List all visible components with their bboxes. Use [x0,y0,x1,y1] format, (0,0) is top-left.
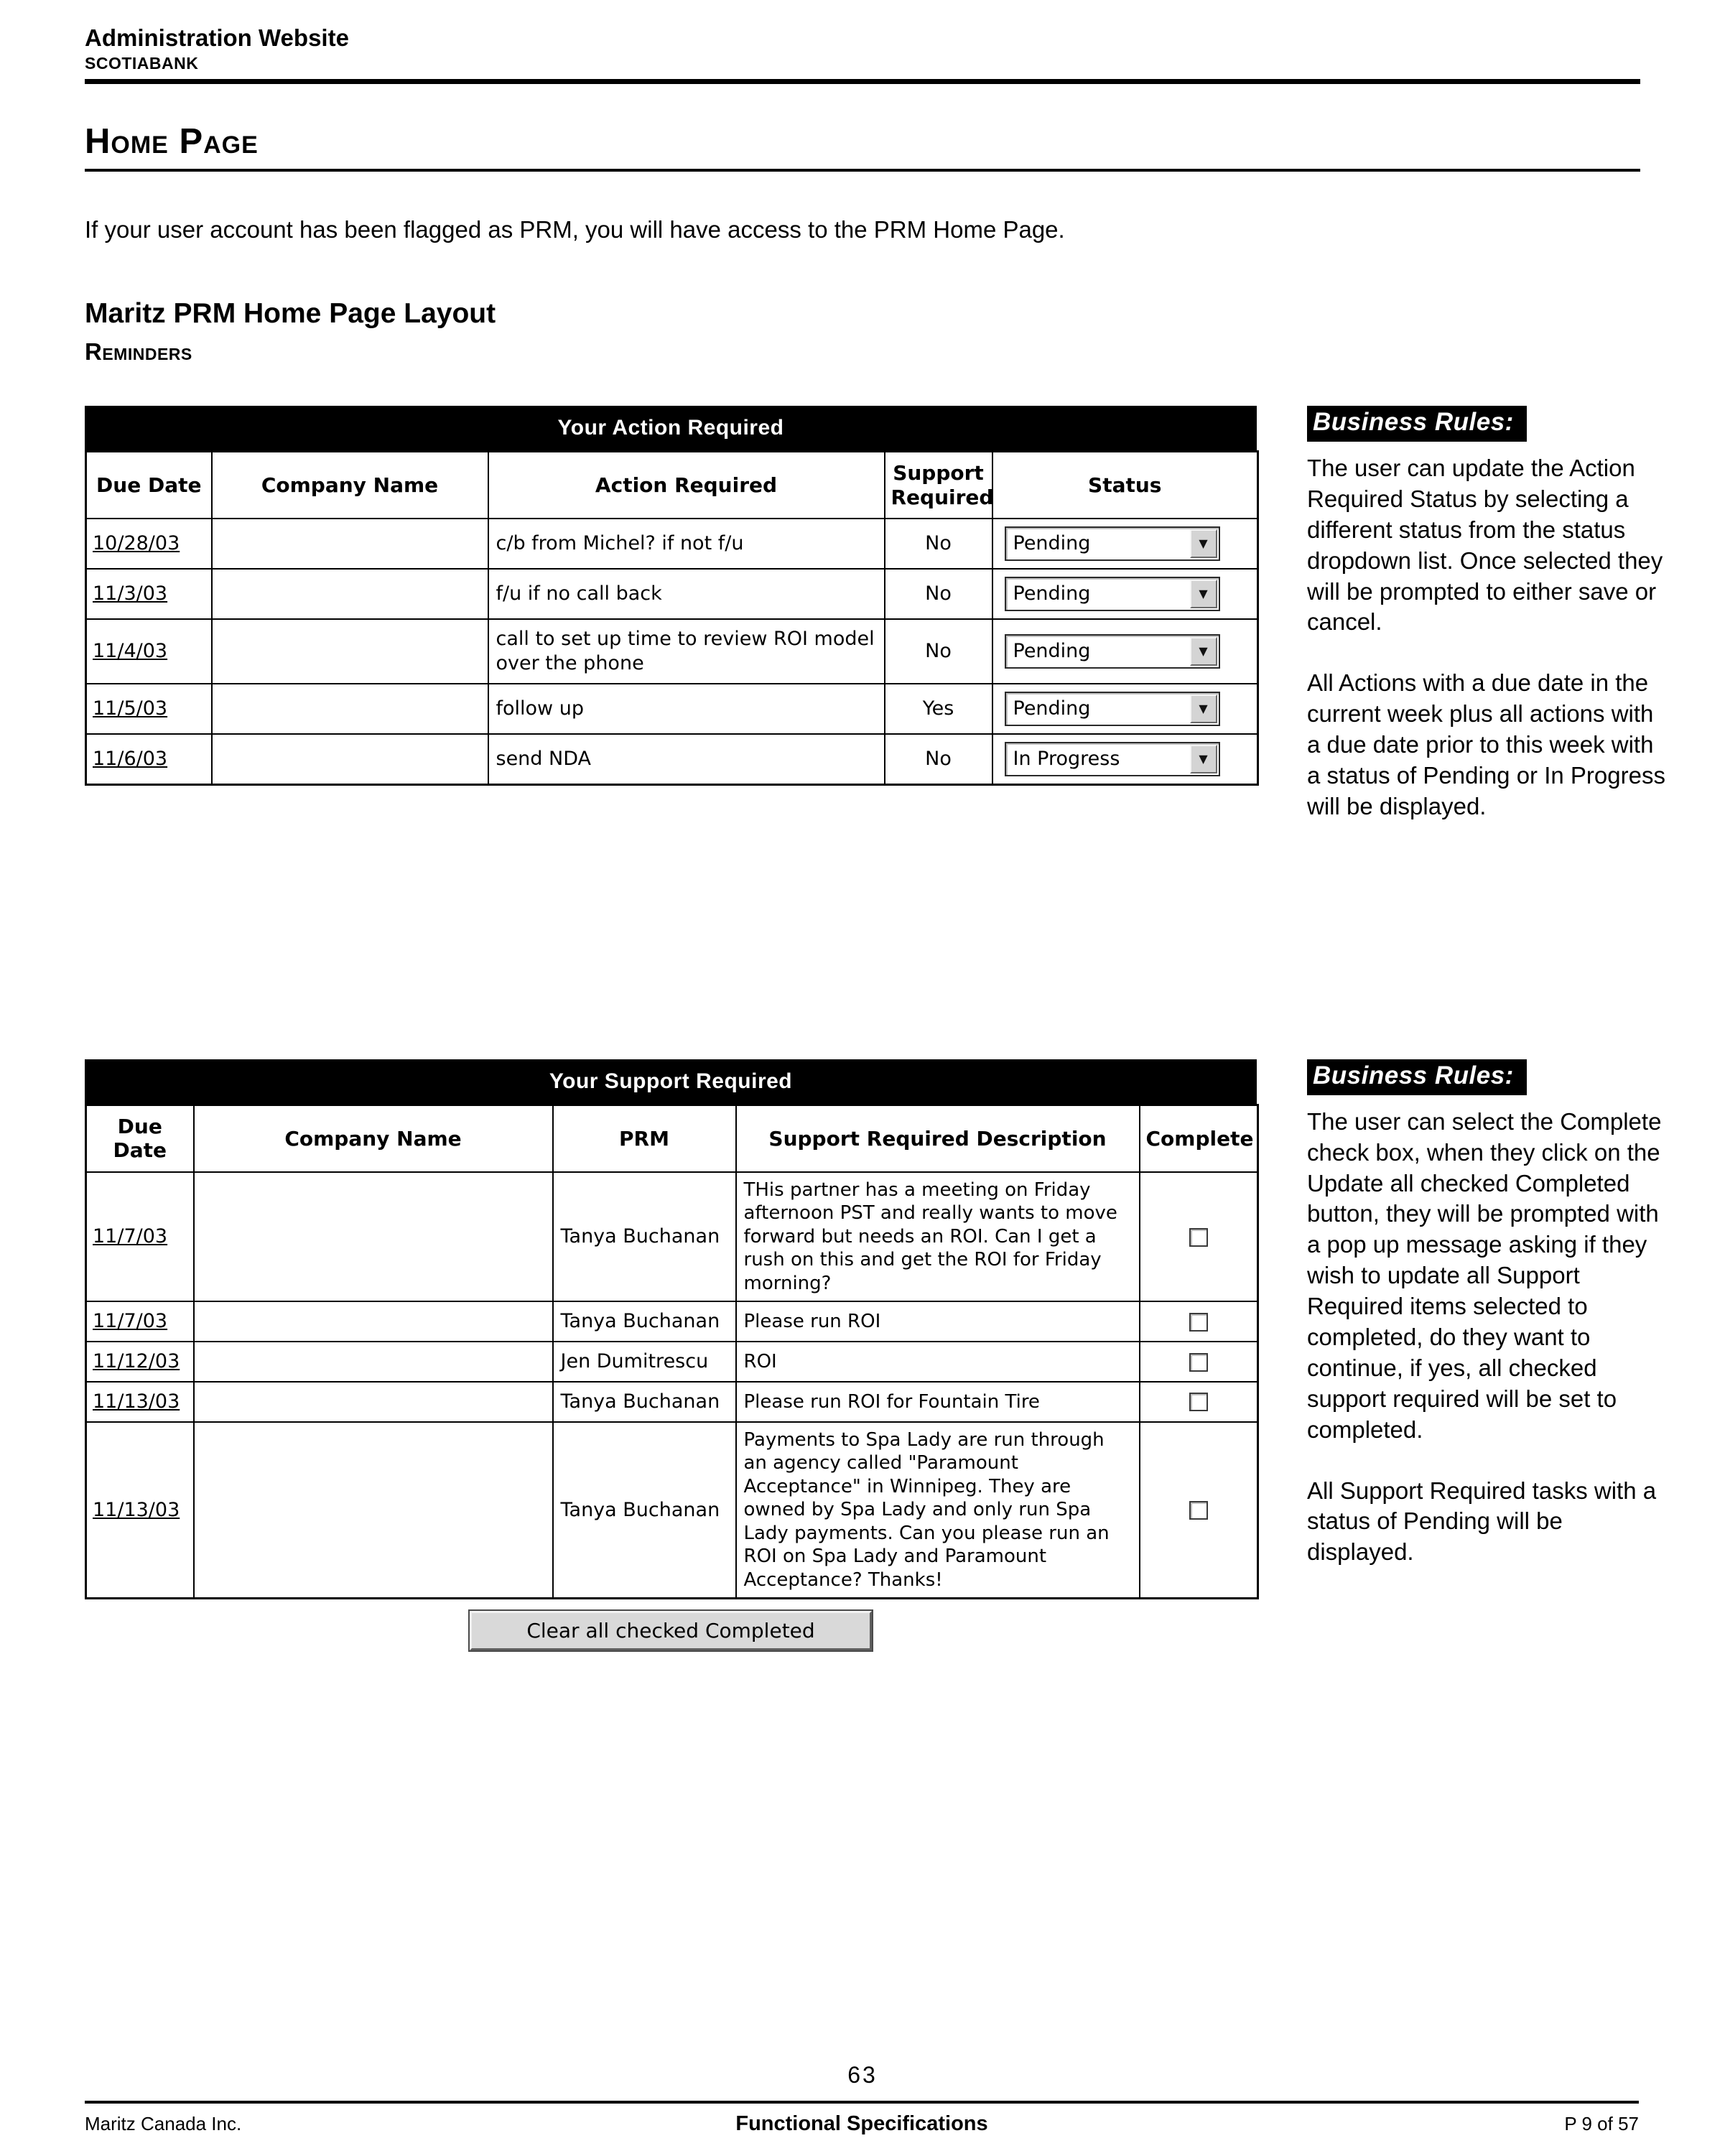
company-cell [212,684,488,734]
complete-checkbox[interactable] [1189,1353,1208,1372]
business-rules-panel-support [1307,1059,1670,1568]
due-date-link[interactable]: 11/7/03 [93,1310,168,1333]
col-header-complete: Complete [1140,1105,1258,1172]
due-date-cell [86,1172,194,1302]
business-rules-text: The user can update the Action Required Status by selecting a different status from the status dropdown list. Once selected they will be prompted to either save or cancel. [1307,455,1663,636]
company-cell [194,1342,553,1382]
prm-cell: Tanya Buchanan [553,1172,736,1302]
status-dropdown-value: Pending [1013,640,1091,663]
complete-checkbox[interactable] [1189,1393,1208,1411]
due-date-link[interactable]: 11/13/03 [93,1390,180,1413]
support-required-cell: No [885,519,992,569]
company-cell [194,1172,553,1302]
prm-cell: Tanya Buchanan [553,1301,736,1342]
support-table-row [86,1422,1258,1599]
company-cell [194,1422,553,1599]
due-date-link[interactable]: 10/28/03 [93,532,180,555]
due-date-link[interactable]: 11/6/03 [93,747,168,770]
support-required-cell: Yes [885,684,992,734]
action-required-cell: follow up [488,684,885,734]
doc-header [85,24,1640,84]
status-cell [992,519,1258,569]
due-date-link[interactable]: 11/5/03 [93,697,168,720]
complete-cell [1140,1172,1258,1302]
support-table-row [86,1172,1258,1302]
support-table-row [86,1342,1258,1382]
prm-cell: Jen Dumitrescu [553,1342,736,1382]
action-required-cell: call to set up time to review ROI model over the phone [488,619,885,684]
support-description-cell: Payments to Spa Lady are run through an agency called "Paramount Acceptance" in Winnipeg. They are owned by Spa Lady and only run Spa Lady payments. Can you please run an ROI on Spa Lady and Paramount Acceptance? Thanks! [736,1422,1140,1599]
status-dropdown-value: In Progress [1013,747,1120,770]
col-header-support-required: Support Required [885,452,992,519]
due-date-link[interactable]: 11/13/03 [93,1498,180,1521]
company-cell [212,569,488,619]
due-date-link[interactable]: 11/3/03 [93,582,168,605]
due-date-link[interactable]: 11/12/03 [93,1350,180,1373]
prm-cell: Tanya Buchanan [553,1382,736,1422]
due-date-cell [86,684,212,734]
due-date-cell [86,1342,194,1382]
page-number: 63 [847,2062,878,2088]
business-rules-panel-action [1307,406,1670,822]
company-cell [212,619,488,684]
support-table-row [86,1301,1258,1342]
col-header-due-date: Due Date [86,452,212,519]
support-description-cell: THis partner has a meeting on Friday afternoon PST and really wants to move forward but needs an ROI. Can I get a rush on this and get the ROI for Friday morning? [736,1172,1140,1302]
complete-cell [1140,1382,1258,1422]
action-required-cell: c/b from Michel? if not f/u [488,519,885,569]
due-date-cell [86,1422,194,1599]
footer-company: Maritz Canada Inc. [85,2113,242,2134]
status-dropdown[interactable] [1005,692,1220,726]
support-required-table [85,1059,1257,1650]
status-dropdown-value: Pending [1013,582,1091,605]
support-table-header-row [86,1105,1258,1172]
status-cell [992,619,1258,684]
col-header-company-name: Company Name [212,452,488,519]
section-title: Maritz PRM Home Page Layout [85,298,496,329]
status-dropdown[interactable] [1005,526,1220,561]
support-required-cell: No [885,569,992,619]
support-table-title: Your Support Required [85,1059,1257,1104]
due-date-cell [86,1301,194,1342]
header-rule [85,79,1640,84]
complete-checkbox[interactable] [1189,1228,1208,1247]
status-dropdown-value: Pending [1013,532,1091,555]
doc-header-org: SCOTIABANK [85,54,199,73]
col-header-action-required: Action Required [488,452,885,519]
business-rules-text: All Support Required tasks with a status of Pending will be displayed. [1307,1477,1657,1566]
chevron-down-icon[interactable]: ▼ [1190,580,1217,608]
due-date-cell [86,734,212,785]
action-required-table [85,406,1257,786]
page-title: Home Page [85,122,259,161]
status-dropdown[interactable] [1005,577,1220,611]
clear-all-checked-completed-button[interactable]: Clear all checked Completed [470,1611,872,1650]
footer-page-ref: P 9 of 57 [1564,2113,1639,2134]
status-dropdown-value: Pending [1013,697,1091,720]
support-description-cell: Please run ROI for Fountain Tire [736,1382,1140,1422]
complete-checkbox[interactable] [1189,1313,1208,1332]
support-description-cell: ROI [736,1342,1140,1382]
action-required-cell: send NDA [488,734,885,785]
doc-footer [85,2101,1639,2136]
due-date-link[interactable]: 11/7/03 [93,1225,168,1248]
col-header-support-description: Support Required Description [736,1105,1140,1172]
page-title-rule [85,169,1640,172]
due-date-cell [86,619,212,684]
business-rules-text: All Actions with a due date in the current week plus all actions with a due date prior to this week with a status of Pending or In Progress will be displayed. [1307,669,1665,819]
due-date-cell [86,519,212,569]
complete-cell [1140,1301,1258,1342]
action-table-row [86,519,1258,569]
action-table-header-row [86,452,1258,519]
company-cell [212,519,488,569]
action-required-section [85,406,1665,822]
status-cell [992,569,1258,619]
company-cell [212,734,488,785]
due-date-cell [86,569,212,619]
col-header-company-name: Company Name [194,1105,553,1172]
action-table-title: Your Action Required [85,406,1257,450]
status-cell [992,734,1258,785]
col-header-due-date: Due Date [86,1105,194,1172]
business-rules-header: Business Rules: [1307,406,1527,442]
action-table-row [86,569,1258,619]
due-date-link[interactable]: 11/4/03 [93,640,168,663]
chevron-down-icon[interactable]: ▼ [1190,694,1217,723]
action-table-row [86,684,1258,734]
complete-cell [1140,1342,1258,1382]
chevron-down-icon[interactable]: ▼ [1190,745,1217,773]
col-header-status: Status [992,452,1258,519]
status-dropdown[interactable] [1005,634,1220,669]
action-required-cell: f/u if no call back [488,569,885,619]
business-rules-header: Business Rules: [1307,1059,1527,1095]
chevron-down-icon[interactable]: ▼ [1190,637,1217,666]
support-required-section [85,1059,1662,1650]
intro-text: If your user account has been flagged as PRM, you will have access to the PRM Home Page. [85,216,1065,243]
support-required-cell: No [885,734,992,785]
chevron-down-icon[interactable]: ▼ [1190,529,1217,558]
complete-checkbox[interactable] [1189,1501,1208,1520]
support-table-row [86,1382,1258,1422]
action-table-row [86,619,1258,684]
support-required-cell: No [885,619,992,684]
status-dropdown[interactable] [1005,742,1220,776]
prm-cell: Tanya Buchanan [553,1422,736,1599]
status-cell [992,684,1258,734]
footer-doc-type: Functional Specifications [735,2112,988,2135]
doc-header-title: Administration Website [85,24,349,51]
subsection-title: Reminders [85,338,192,365]
complete-cell [1140,1422,1258,1599]
support-description-cell: Please run ROI [736,1301,1140,1342]
action-table-row [86,734,1258,785]
due-date-cell [86,1382,194,1422]
company-cell [194,1301,553,1342]
button-row [85,1611,1257,1650]
company-cell [194,1382,553,1422]
col-header-prm: PRM [553,1105,736,1172]
business-rules-text: The user can select the Complete check box, when they click on the Update all checked Completed button, they will be prompted with a pop up message asking if they wish to update all Support Required items selected to completed, do they want to continue, if yes, all checked support required will be set to completed. [1307,1107,1662,1443]
